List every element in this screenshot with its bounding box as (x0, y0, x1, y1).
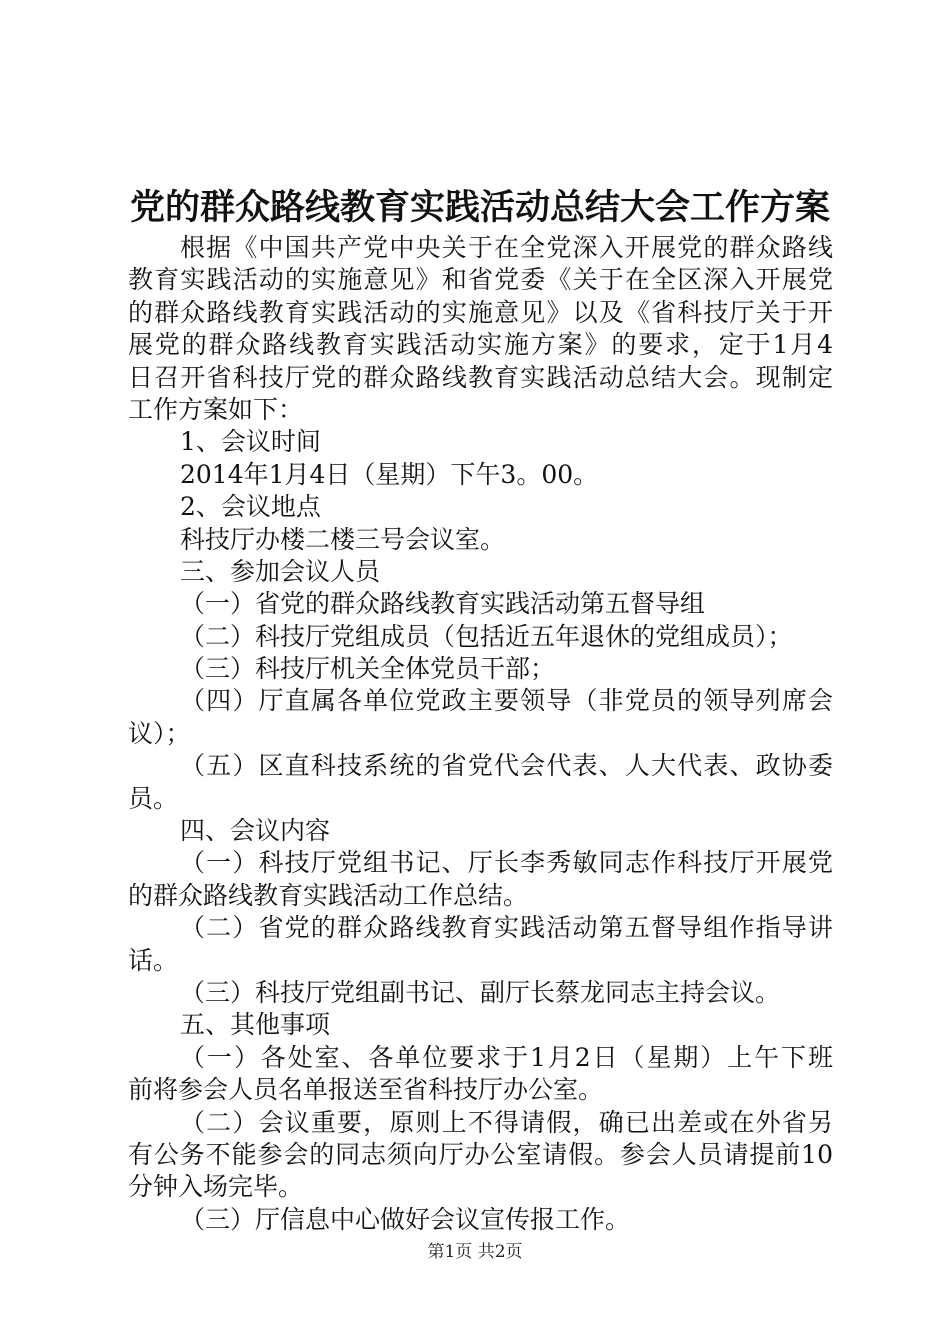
section-heading: 五、其他事项 (180, 1010, 331, 1040)
paragraph-line: 教育实践活动的实施意见》和省党委《关于在全区深入开展党 (128, 265, 833, 295)
page-footer: 第1页 共2页 (427, 1242, 523, 1262)
list-item: （三）厅信息中心做好会议宣传报工作。 (180, 1204, 631, 1234)
paragraph-line: 分钟入场完毕。 (128, 1172, 304, 1202)
paragraph-line: 员。 (128, 783, 179, 813)
paragraph-line: 有公务不能参会的同志须向厅办公室请假。参会人员请提前10 (128, 1139, 833, 1169)
paragraph-line: 话。 (128, 945, 179, 975)
paragraph-line: 前将参会人员名单报送至省科技厅办公室。 (128, 1075, 604, 1105)
list-item: （五）区直科技系统的省党代会代表、人大代表、政协委 (180, 751, 833, 781)
section-heading: 2、会议地点 (180, 492, 321, 522)
paragraph-line: 议）； (128, 718, 191, 748)
list-item: （一）各处室、各单位要求于1月2日（星期）上午下班 (180, 1042, 833, 1072)
paragraph-line: 科技厅办楼二楼三号会议室。 (180, 524, 506, 554)
paragraph-line: 日召开省科技厅党的群众路线教育实践活动总结大会。现制定 (128, 362, 833, 392)
list-item: （一）省党的群众路线教育实践活动第五督导组 (180, 589, 706, 619)
paragraph-line: 展党的群众路线教育实践活动实施方案》的要求，定于1月4 (128, 330, 833, 360)
list-item: （三）科技厅党组副书记、副厅长蔡龙同志主持会议。 (180, 977, 781, 1007)
list-item: （二）省党的群众路线教育实践活动第五督导组作指导讲 (180, 913, 833, 943)
document-body (128, 232, 833, 1236)
list-item: （二）会议重要，原则上不得请假，确已出差或在外省另 (180, 1107, 833, 1137)
section-heading: 三、参加会议人员 (180, 556, 381, 586)
section-heading: 四、会议内容 (180, 816, 331, 846)
paragraph-line: 2014年1月4日（星期）下午3。00。 (180, 459, 599, 489)
section-heading: 1、会议时间 (180, 427, 321, 457)
document-title: 党的群众路线教育实践活动总结大会工作方案 (129, 188, 830, 228)
list-item: （二）科技厅党组成员（包括近五年退休的党组成员）； (180, 621, 793, 651)
paragraph-line: 根据《中国共产党中央关于在全党深入开展党的群众路线 (180, 233, 833, 262)
paragraph-line: 的群众路线教育实践活动的实施意见》以及《省科技厅关于开 (128, 297, 833, 327)
list-item: （一）科技厅党组书记、厅长李秀敏同志作科技厅开展党 (180, 848, 833, 878)
paragraph-line: 工作方案如下： (128, 394, 304, 424)
paragraph-line: 的群众路线教育实践活动工作总结。 (128, 880, 529, 910)
list-item: （三）科技厅机关全体党员干部； (180, 654, 556, 684)
list-item: （四）厅直属各单位党政主要领导（非党员的领导列席会 (180, 686, 833, 716)
